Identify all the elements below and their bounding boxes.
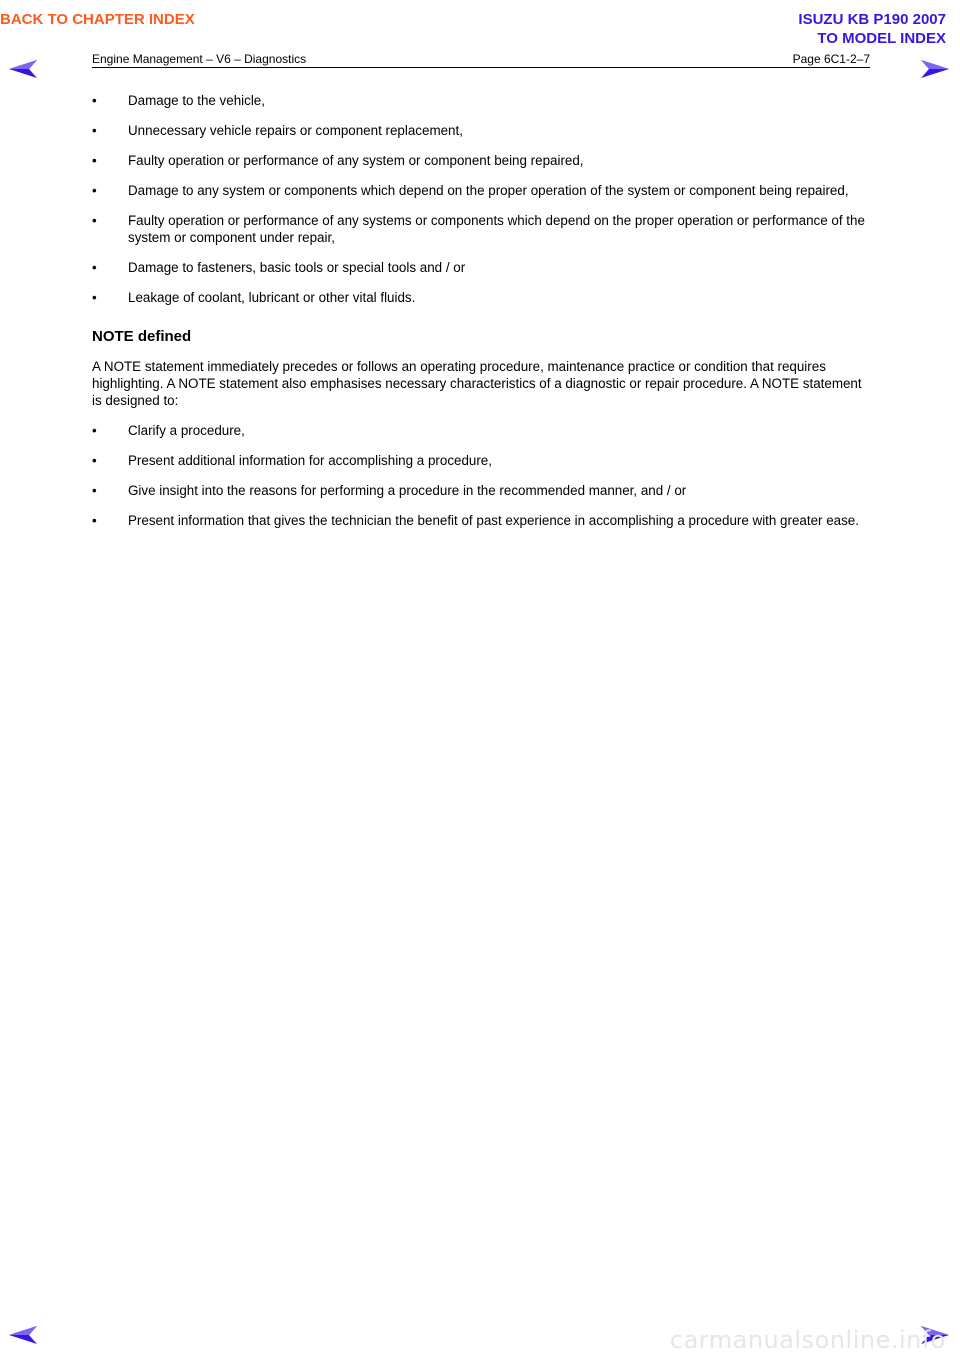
list-item	[92, 422, 868, 439]
header-rule	[92, 67, 870, 68]
list-item-text: Present information that gives the technician the benefit of past experience in accomplishing a procedure with greater ease.	[128, 513, 859, 528]
bullet-glyph: •	[92, 153, 97, 168]
to-model-index-link[interactable]: TO MODEL INDEX	[817, 30, 946, 47]
bullet-glyph: •	[92, 260, 97, 275]
page-content	[92, 92, 868, 542]
list-item	[92, 512, 868, 529]
bullet-glyph: •	[92, 453, 97, 468]
list-item-text: Leakage of coolant, lubricant or other vital fluids.	[128, 290, 416, 305]
list-item-text: Clarify a procedure,	[128, 423, 245, 438]
list-item-text: Damage to fasteners, basic tools or special tools and / or	[128, 260, 466, 275]
arrow-right-icon[interactable]	[920, 58, 950, 80]
list-item-text: Unnecessary vehicle repairs or component replacement,	[128, 123, 463, 138]
watermark: carmanualsonline.info	[669, 1326, 946, 1354]
back-to-chapter-index-link[interactable]: BACK TO CHAPTER INDEX	[0, 11, 195, 28]
list-item	[92, 482, 868, 499]
list-item-text: Faulty operation or performance of any systems or components which depend on the proper operation or performance of the system or component under repair,	[128, 213, 865, 245]
list-item	[92, 182, 868, 199]
bullet-glyph: •	[92, 423, 97, 438]
note-definition-paragraph: A NOTE statement immediately precedes or follows an operating procedure, maintenance practice or condition that requires highlighting. A NOTE statement also emphasises necessary characteristics of a diagnostic or repair procedure. A NOTE statement is designed to:	[92, 359, 862, 408]
brand-title-link[interactable]: ISUZU KB P190 2007	[798, 11, 946, 28]
bullet-glyph: •	[92, 483, 97, 498]
bullet-glyph: •	[92, 290, 97, 305]
arrow-left-icon[interactable]	[8, 1324, 38, 1346]
list-item	[92, 152, 868, 169]
list-item-text: Damage to the vehicle,	[128, 93, 265, 108]
list-item	[92, 452, 868, 469]
section-heading-note: NOTE defined	[92, 328, 192, 345]
consequence-list	[92, 92, 868, 306]
bullet-glyph: •	[92, 123, 97, 138]
list-item	[92, 289, 868, 306]
bullet-glyph: •	[92, 183, 97, 198]
arrow-left-icon[interactable]	[8, 58, 38, 80]
list-item-text: Present additional information for accomplishing a procedure,	[128, 453, 492, 468]
list-item	[92, 122, 868, 139]
header-section-title: Engine Management – V6 – Diagnostics	[92, 52, 307, 66]
note-purpose-list	[92, 422, 868, 529]
list-item	[92, 212, 868, 246]
list-item	[92, 92, 868, 109]
list-item-text: Faulty operation or performance of any system or component being repaired,	[128, 153, 584, 168]
list-item	[92, 259, 868, 276]
bullet-glyph: •	[92, 213, 97, 228]
list-item-text: Damage to any system or components which depend on the proper operation of the system or component being repaired,	[128, 183, 849, 198]
bullet-glyph: •	[92, 513, 97, 528]
bullet-glyph: •	[92, 93, 97, 108]
list-item-text: Give insight into the reasons for performing a procedure in the recommended manner, and / or	[128, 483, 687, 498]
header-page-number: Page 6C1-2–7	[792, 52, 870, 66]
